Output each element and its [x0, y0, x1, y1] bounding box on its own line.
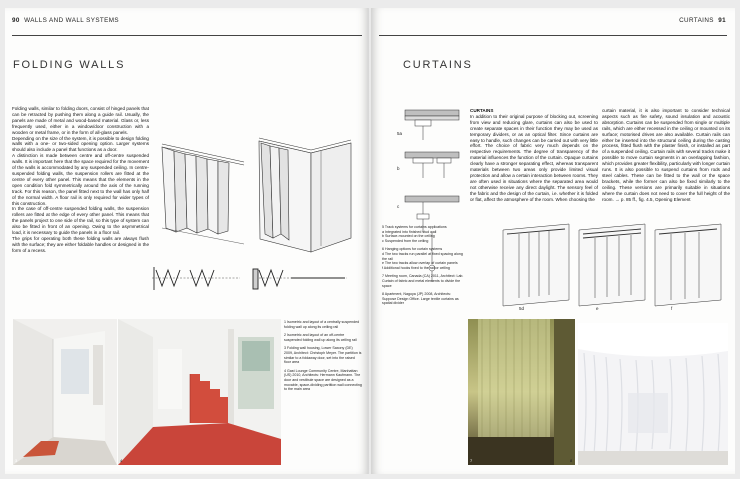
left-page [5, 8, 369, 474]
paragraph: In the case of off-centre suspended folding walls, the suspension rollers are fitted at the edge of every other panel. This means that the panels project to one side of the rail, so this type of system can also be fitted in front of an opening. Owing to the asymmetrical load, it is necessary to guide the panels in a floor rail. [12, 206, 149, 236]
right-body-column-2 [602, 108, 730, 203]
photo-number: 7 [470, 458, 473, 463]
caption: c Suspended from the ceiling [382, 238, 429, 243]
caption: 8 Apartment, Nagoya (JP) 2008, Architects: Suppose Design Office. Large textile curtains as spatial divider [382, 292, 459, 306]
diagram-label: 5d [519, 306, 525, 311]
right-body-column-1 [470, 108, 598, 203]
centre-suspended-folding-wall-diagram [152, 136, 252, 256]
caption: d The two tracks run parallel at fixed spacing along the rail [382, 251, 463, 261]
right-page-title: CURTAINS [403, 59, 473, 71]
paragraph: A distinction is made between centre and off-centre suspended walls. It is important here that the space required for the movement of the walls is accommodated by any suspended ceiling. In centre-suspended folding walls, the suspension rollers are fitted at the centre of every other panel. This means that the elements in the open condition fold symmetrically around the axis of the running track. For this reason, the panel fitted next to the wall has only half of the normal width. A floor rail is only required for wider types of this construction. [12, 153, 149, 206]
caption: b Surface-mounted on the ceiling [382, 234, 435, 239]
caption: a Integrated into finished stud wall [382, 229, 437, 234]
off-centre-suspended-plan [251, 264, 351, 294]
caption: e The two tracks allow overlap of curtain panels [382, 261, 458, 266]
diagram-label: c [397, 204, 400, 209]
white-curtain-apartment-photo [570, 323, 728, 465]
metal-curtain-meeting-room-photo [468, 319, 575, 465]
centre-suspended-plan [152, 264, 242, 294]
diagram-label: 5a [397, 131, 403, 136]
caption: 7 Meeting room, Canada (CA) 2011, Architect: Lab. Curtain of fabric and metal elements to divide the space [382, 274, 464, 288]
left-page-number: 90 [12, 17, 20, 24]
left-captions [284, 320, 362, 396]
right-page [371, 8, 735, 474]
photo-number: 8 [570, 458, 573, 463]
curtain-hanging-isometric-diagram [499, 220, 729, 315]
paragraph: In addition to their original purpose of blocking out, screening from view and reducing glare, curtains can also be used to create separate spaces in their function they may be used as temporary dividers, or as an optical filter. Since curtains are easy to handle, such changes can be carried out with very little effort. The choice of fabric very much depends on the respective requirements. The degree of transparency of the material influences the function of the curtain. Opaque curtains clearly have a stronger separating effect, whereas transparent materials between two areas only provide limited visual protection and allow a certain interaction between rooms. They are often used in situations where the separated area would not otherwise receive any direct daylight. The sensory feel of the fabric and the design of the curtain, i.e. whether it is folded or flat, affect the atmosphere of the room. When choosing the [470, 113, 598, 202]
right-running-head [679, 17, 726, 24]
right-captions [382, 225, 464, 310]
left-running-head [12, 17, 119, 24]
caption: 6 Hanging options for curtain systems [382, 247, 443, 252]
paragraph: The grips for operating both these folding walls are always flush with the surface; they are either foldable handles or designed in the form of a recess. [12, 235, 149, 253]
off-centre-suspended-folding-wall-diagram [251, 134, 361, 259]
caption: f Additional hooks fixed to the rail or ceiling [382, 265, 450, 270]
left-header-rule [12, 35, 362, 36]
folding-wall-interior-photo [13, 319, 117, 465]
caption: 2 Isometric and layout of an off-centre suspended folding wall up along its ceiling rail [284, 333, 357, 342]
caption: 5 Track systems for curtains applications [382, 225, 447, 229]
photo-number: 3 [15, 458, 18, 463]
paragraph: Folding walls, similar to folding doors, consist of hinged panels that can be retracted by pushing them along a guide rail. Usually, the panels are made of metal and wood-based material. Glass or, less frequently used, either in a window/door construction with a wooden or metal frame, or in the form of all-glass panels. [12, 106, 149, 135]
right-page-number: 91 [718, 17, 726, 24]
right-section-title: CURTAINS [679, 17, 714, 24]
right-header-rule [379, 35, 727, 36]
diagram-label: b [397, 166, 400, 171]
left-body-text [12, 106, 149, 254]
left-section-title: WALLS AND WALL SYSTEMS [24, 17, 120, 24]
paragraph: Depending on the size of the system, it is possible to design folding walls with a one- or two-sided opening option. Larger systems should also include a panel that functions as a door. [12, 135, 149, 153]
diagram-label: f [671, 306, 673, 311]
caption: 4 Gast Lounge Community Centre, Manhattan (US) 2010, Architects: Hermann Kaufmann. The door and vestibule space are designed as a movable, space-dividing partition wall connecting to the main area [284, 368, 362, 392]
red-stair-interior-photo [118, 319, 281, 465]
photo-number: 4 [120, 458, 123, 463]
left-page-title: FOLDING WALLS [13, 59, 126, 71]
diagram-label: e [596, 306, 599, 311]
caption: 3 Folding wall housing, Lower Saxony (DE) 2009, Architect: Christoph Meyer. The partition is similar to a foldaway door, set into the raised floor area [284, 346, 362, 365]
caption: 1 Isometric and layout of a centrally suspended folding wall up along its ceiling rail [284, 320, 360, 329]
paragraph: curtain material, it is also important to consider technical aspects such as fire safety, sound insulation and acoustic absorption. Curtains can be suspended from single or multiple rails, which are either recessed in the ceiling or mounted on its surface; motorised drives are also available. Curtain rails can either be inserted into the structural ceiling during the casting process, fitted flush with the plaster finish, or installed as part of a suspended ceiling. Curtain rails with several tracks make it possible to move curtain segments in an overlapping fashion, which provides greater flexibility, particularly with longer curtain runs. It is also possible to suspend curtains from rods and steel cables. These can be fitted to the wall or the space brackets, while the former can also be fixed similarly to the ceiling. These versions are primarily suitable in situations where the curtain does not need to cover the full height of the room. → p. 85 ff., fig. 4.5, Opening Element [602, 108, 730, 202]
subheading: CURTAINS [470, 108, 494, 113]
